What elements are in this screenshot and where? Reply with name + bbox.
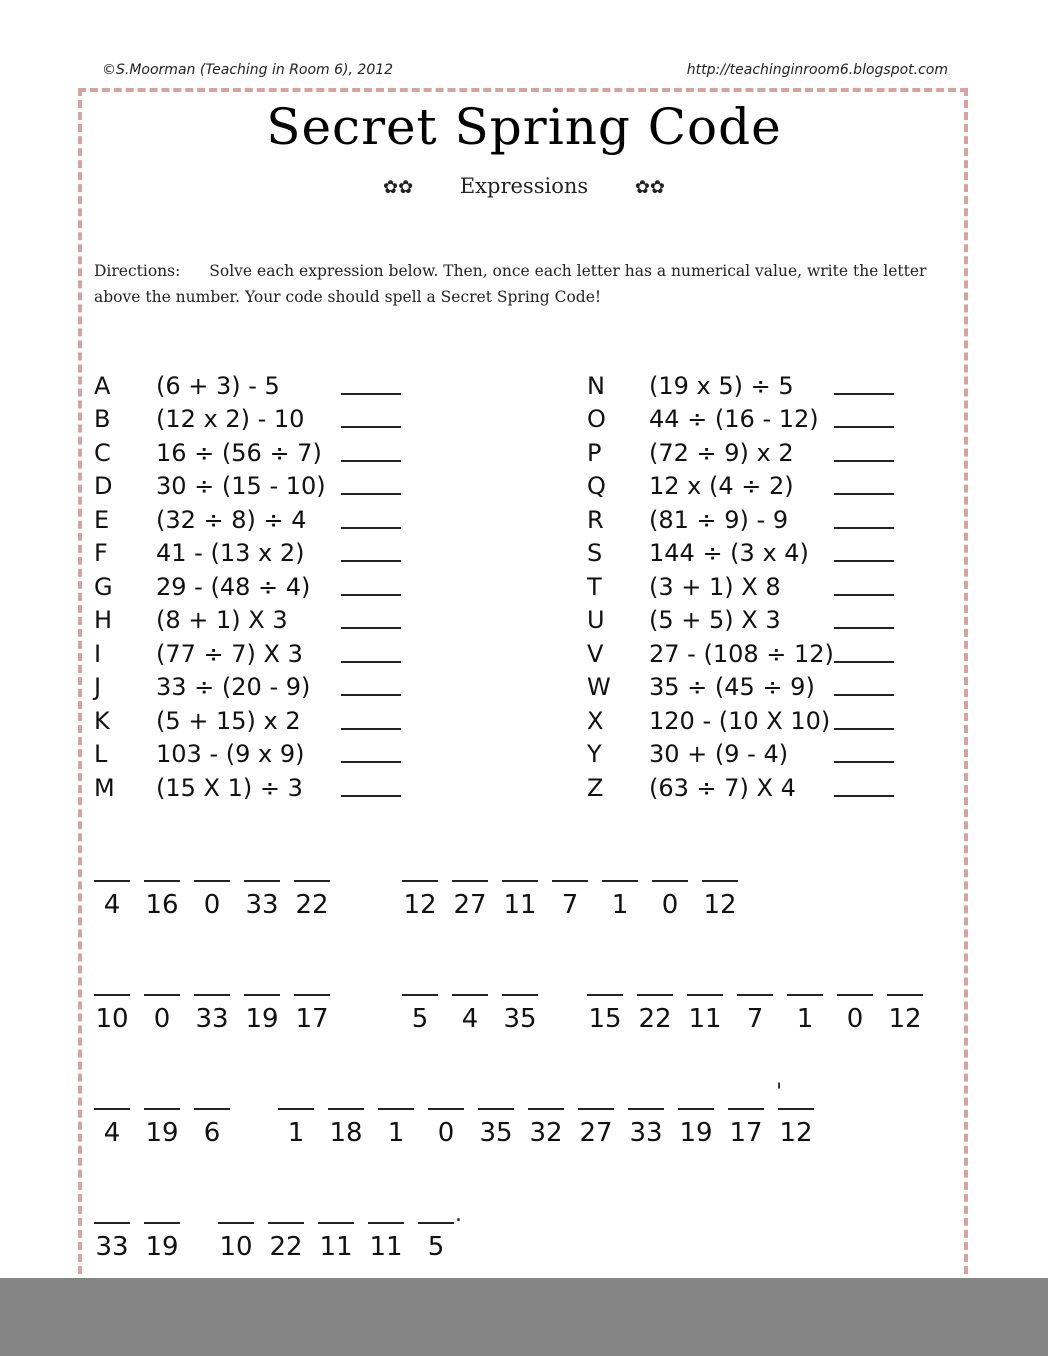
expression-letter: G (94, 572, 113, 601)
expression-text: (19 x 5) ÷ 5 (649, 371, 794, 400)
code-number: 1 (287, 1118, 305, 1148)
code-slot[interactable] (702, 880, 738, 940)
expression-row (94, 403, 401, 437)
code-slot[interactable] (144, 1108, 180, 1168)
code-slot[interactable] (244, 880, 280, 940)
expression-row (587, 470, 894, 504)
flower-icon-left: ✿✿ (382, 177, 414, 198)
answer-blank[interactable] (834, 611, 894, 629)
code-number: 12 (779, 1118, 813, 1148)
expression-text: (77 ÷ 7) X 3 (156, 639, 303, 668)
answer-blank[interactable] (834, 645, 894, 663)
answer-blank[interactable] (341, 611, 401, 629)
expression-text: 103 - (9 x 9) (156, 740, 305, 769)
expression-text: 35 ÷ (45 ÷ 9) (649, 673, 815, 702)
expression-text: 144 ÷ (3 x 4) (649, 539, 809, 568)
code-number: 19 (679, 1118, 713, 1148)
code-number: 12 (888, 1004, 922, 1034)
code-number: 11 (369, 1232, 403, 1262)
letter-line (837, 994, 873, 996)
expression-text: 12 x (4 ÷ 2) (649, 472, 794, 501)
letter-line (428, 1108, 464, 1110)
code-word (94, 994, 344, 1054)
answer-blank[interactable] (341, 745, 401, 763)
letter-line (737, 994, 773, 996)
code-number: 1 (387, 1118, 405, 1148)
code-slot[interactable] (728, 1108, 764, 1168)
expression-row (94, 637, 401, 671)
letter-line (637, 994, 673, 996)
blog-url: http://teachinginroom6.blogspot.com (686, 62, 948, 78)
expression-letter: U (587, 606, 605, 635)
code-number: 10 (219, 1232, 253, 1262)
code-slot[interactable] (837, 994, 873, 1054)
code-word (94, 1222, 194, 1282)
period-mark: . (455, 1202, 462, 1227)
letter-line (218, 1222, 254, 1224)
code-slot[interactable] (628, 1108, 664, 1168)
code-slot[interactable] (452, 994, 488, 1054)
letter-line (587, 994, 623, 996)
code-number: 19 (145, 1232, 179, 1262)
expression-letter: Q (587, 472, 606, 501)
code-number: 22 (269, 1232, 303, 1262)
letter-line (194, 880, 230, 882)
expression-row (587, 637, 894, 671)
directions (94, 258, 944, 310)
letter-line (94, 994, 130, 996)
letter-line (687, 994, 723, 996)
letter-line (94, 1222, 130, 1224)
expression-letter: J (94, 673, 102, 702)
code-slot[interactable] (502, 880, 538, 940)
answer-blank[interactable] (341, 444, 401, 462)
answer-blank[interactable] (834, 779, 894, 797)
letter-line (244, 880, 280, 882)
code-number: 35 (479, 1118, 513, 1148)
expression-letter: T (587, 572, 602, 601)
code-number: 0 (846, 1004, 864, 1034)
answer-blank[interactable] (834, 477, 894, 495)
answer-blank[interactable] (834, 377, 894, 395)
code-slot[interactable] (552, 880, 588, 940)
expression-text: (81 ÷ 9) - 9 (649, 505, 789, 534)
code-number: 33 (95, 1232, 129, 1262)
code-number: 22 (295, 890, 329, 920)
code-slot[interactable] (278, 1108, 314, 1168)
code-number: 12 (403, 890, 437, 920)
answer-blank[interactable] (834, 678, 894, 696)
code-slot[interactable] (94, 1222, 130, 1282)
expression-letter: S (587, 539, 603, 568)
expression-row (587, 604, 894, 638)
code-number: 0 (437, 1118, 455, 1148)
code-number: 11 (688, 1004, 722, 1034)
code-slot[interactable] (144, 994, 180, 1054)
expression-row (587, 403, 894, 437)
expression-row (94, 704, 401, 738)
answer-blank[interactable] (341, 477, 401, 495)
code-slot[interactable] (402, 880, 438, 940)
expression-text: 120 - (10 X 10) (649, 706, 831, 735)
letter-line (244, 994, 280, 996)
expression-text: 41 - (13 x 2) (156, 539, 305, 568)
code-number: 33 (245, 890, 279, 920)
expression-text: (63 ÷ 7) X 4 (649, 773, 796, 802)
expression-letter: O (587, 405, 606, 434)
expression-letter: R (587, 505, 604, 534)
code-slot[interactable] (218, 1222, 254, 1282)
letter-line (194, 1108, 230, 1110)
letter-line (418, 1222, 454, 1224)
expression-text: (8 + 1) X 3 (156, 606, 288, 635)
expression-row (587, 738, 894, 772)
expression-row (94, 771, 401, 805)
expression-letter: A (94, 371, 111, 400)
expression-text: (5 + 5) X 3 (649, 606, 781, 635)
letter-line (678, 1108, 714, 1110)
expression-text: (3 + 1) X 8 (649, 572, 781, 601)
expression-letter: M (94, 773, 115, 802)
subtitle-text: Expressions (459, 174, 589, 198)
code-slot[interactable] (144, 1222, 180, 1282)
expression-text: 16 ÷ (56 ÷ 7) (156, 438, 322, 467)
expression-row (587, 704, 894, 738)
worksheet-subtitle (0, 174, 1048, 198)
expression-letter: N (587, 371, 605, 400)
expression-letter: C (94, 438, 111, 467)
expression-text: (15 X 1) ÷ 3 (156, 773, 303, 802)
code-number: 4 (103, 1118, 121, 1148)
answer-blank[interactable] (341, 511, 401, 529)
answer-blank[interactable] (341, 645, 401, 663)
worksheet-title: Secret Spring Code (266, 98, 782, 156)
code-word (94, 880, 344, 940)
expression-letter: D (94, 472, 113, 501)
code-number: 32 (529, 1118, 563, 1148)
code-number: 33 (629, 1118, 663, 1148)
letter-line (94, 880, 130, 882)
code-slot[interactable] (294, 880, 330, 940)
letter-line (368, 1222, 404, 1224)
letter-line (144, 1108, 180, 1110)
code-number: 17 (295, 1004, 329, 1034)
letter-line (778, 1108, 814, 1110)
code-number: 5 (411, 1004, 429, 1034)
letter-line (502, 994, 538, 996)
letter-line (478, 1108, 514, 1110)
code-number: 1 (796, 1004, 814, 1034)
letter-line (578, 1108, 614, 1110)
code-number: 27 (579, 1118, 613, 1148)
expression-text: 29 - (48 ÷ 4) (156, 572, 311, 601)
code-slot[interactable] (378, 1108, 414, 1168)
expression-letter: Y (587, 740, 602, 769)
letter-line (887, 994, 923, 996)
letter-line (294, 880, 330, 882)
letter-line (652, 880, 688, 882)
expression-row (94, 671, 401, 705)
expression-text: (6 + 3) - 5 (156, 371, 280, 400)
expression-row (587, 771, 894, 805)
expression-letter: X (587, 706, 604, 735)
letter-line (502, 880, 538, 882)
expression-row (94, 369, 401, 403)
letter-line (528, 1108, 564, 1110)
expression-row (94, 503, 401, 537)
code-number: 10 (95, 1004, 129, 1034)
answer-blank[interactable] (341, 377, 401, 395)
code-number: 22 (638, 1004, 672, 1034)
code-number: 15 (588, 1004, 622, 1034)
answer-blank[interactable] (341, 779, 401, 797)
expression-row (94, 436, 401, 470)
code-slot[interactable] (652, 880, 688, 940)
expression-letter: E (94, 505, 110, 534)
code-number: 18 (329, 1118, 363, 1148)
directions-label: Directions: (94, 262, 181, 280)
expression-letter: K (94, 706, 110, 735)
code-slot[interactable] (428, 1108, 464, 1168)
letter-line (452, 880, 488, 882)
expression-text: 30 + (9 - 4) (649, 740, 789, 769)
expression-text: 33 ÷ (20 - 9) (156, 673, 311, 702)
letter-line (144, 994, 180, 996)
code-number: 1 (611, 890, 629, 920)
code-number: 4 (103, 890, 121, 920)
expression-row (587, 671, 894, 705)
code-word (402, 880, 752, 940)
expression-text: (12 x 2) - 10 (156, 405, 305, 434)
expression-row (587, 570, 894, 604)
answer-blank[interactable] (834, 544, 894, 562)
code-slot[interactable] (244, 994, 280, 1054)
code-number: 6 (203, 1118, 221, 1148)
code-number: 27 (453, 890, 487, 920)
code-slot[interactable] (144, 880, 180, 940)
code-slot[interactable] (578, 1108, 614, 1168)
code-number: 7 (561, 890, 579, 920)
code-number: 11 (503, 890, 537, 920)
code-slot[interactable] (678, 1108, 714, 1168)
code-slot[interactable] (737, 994, 773, 1054)
answer-blank[interactable] (834, 712, 894, 730)
expression-row (94, 738, 401, 772)
letter-line (144, 880, 180, 882)
expression-row (587, 503, 894, 537)
flower-icon-right: ✿✿ (634, 177, 665, 198)
letter-line (378, 1108, 414, 1110)
code-number: 7 (746, 1004, 764, 1034)
expression-text: 30 ÷ (15 - 10) (156, 472, 326, 501)
code-number: 0 (661, 890, 679, 920)
letter-line (628, 1108, 664, 1110)
code-number: 17 (729, 1118, 763, 1148)
expression-row (587, 369, 894, 403)
code-slot[interactable] (194, 1108, 230, 1168)
code-number: 12 (703, 890, 737, 920)
expression-letter: H (94, 606, 113, 635)
expression-text: (5 + 15) x 2 (156, 706, 301, 735)
expressions-column-left (94, 369, 401, 805)
code-slot[interactable] (194, 994, 230, 1054)
answer-blank[interactable] (341, 410, 401, 428)
bottom-gray-bar (0, 1278, 1048, 1356)
answer-blank[interactable] (341, 678, 401, 696)
code-number: 19 (245, 1004, 279, 1034)
expressions-column-right (587, 369, 894, 805)
expression-letter: V (587, 639, 604, 668)
code-word (218, 1222, 468, 1282)
code-number: 11 (319, 1232, 353, 1262)
code-slot[interactable] (94, 880, 130, 940)
letter-line (268, 1222, 304, 1224)
code-word (587, 994, 937, 1054)
answer-blank[interactable] (834, 511, 894, 529)
code-number: 0 (153, 1004, 171, 1034)
letter-line (402, 880, 438, 882)
code-slot[interactable] (402, 994, 438, 1054)
letter-line (787, 994, 823, 996)
code-slot[interactable] (294, 994, 330, 1054)
code-slot[interactable] (452, 880, 488, 940)
letter-line (278, 1108, 314, 1110)
code-slot[interactable] (687, 994, 723, 1054)
letter-line (144, 1222, 180, 1224)
expression-letter: L (94, 740, 108, 769)
answer-blank[interactable] (834, 410, 894, 428)
code-number: 19 (145, 1118, 179, 1148)
expression-row (587, 537, 894, 571)
expression-text: 27 - (108 ÷ 12) (649, 639, 834, 668)
answer-blank[interactable] (834, 745, 894, 763)
answer-blank[interactable] (341, 544, 401, 562)
expression-row (94, 570, 401, 604)
expression-text: (72 ÷ 9) x 2 (649, 438, 794, 467)
letter-line (194, 994, 230, 996)
answer-blank[interactable] (341, 712, 401, 730)
letter-line (728, 1108, 764, 1110)
answer-blank[interactable] (834, 578, 894, 596)
letter-line (328, 1108, 364, 1110)
code-number: 4 (461, 1004, 479, 1034)
code-slot[interactable] (268, 1222, 304, 1282)
code-number: 33 (195, 1004, 229, 1034)
expression-letter: P (587, 438, 602, 467)
code-number: 0 (203, 890, 221, 920)
expression-row (94, 470, 401, 504)
answer-blank[interactable] (834, 444, 894, 462)
expression-letter: Z (587, 773, 604, 802)
code-number: 5 (427, 1232, 445, 1262)
code-number: 16 (145, 890, 179, 920)
letter-line (318, 1222, 354, 1224)
letter-line (602, 880, 638, 882)
expression-row (94, 604, 401, 638)
expression-text: (32 ÷ 8) ÷ 4 (156, 505, 307, 534)
code-slot[interactable] (94, 994, 130, 1054)
code-slot[interactable] (94, 1108, 130, 1168)
code-slot[interactable] (787, 994, 823, 1054)
answer-blank[interactable] (341, 578, 401, 596)
code-word (94, 1108, 244, 1168)
directions-text: Solve each expression below. Then, once each letter has a numerical value, write the letter above the number. Your code should spell a Secret Spring Code! (94, 262, 927, 306)
expression-letter: B (94, 405, 111, 434)
code-slot[interactable] (637, 994, 673, 1054)
code-slot[interactable] (328, 1108, 364, 1168)
code-slot[interactable] (887, 994, 923, 1054)
expression-letter: I (94, 639, 102, 668)
expression-letter: F (94, 539, 108, 568)
code-slot[interactable] (778, 1108, 814, 1168)
expression-row (94, 537, 401, 571)
expression-letter: W (587, 673, 611, 702)
code-slot[interactable] (368, 1222, 404, 1282)
code-slot[interactable] (478, 1108, 514, 1168)
code-word (278, 1108, 828, 1168)
letter-line (294, 994, 330, 996)
copyright-text: ©S.Moorman (Teaching in Room 6), 2012 (102, 62, 394, 78)
code-slot[interactable] (587, 994, 623, 1054)
code-slot[interactable] (318, 1222, 354, 1282)
expression-row (587, 436, 894, 470)
code-slot[interactable] (194, 880, 230, 940)
letter-line (452, 994, 488, 996)
code-number: 35 (503, 1004, 537, 1034)
letter-line (552, 880, 588, 882)
code-slot[interactable] (602, 880, 638, 940)
code-slot[interactable] (418, 1222, 454, 1282)
expression-text: 44 ÷ (16 - 12) (649, 405, 819, 434)
code-slot[interactable] (528, 1108, 564, 1168)
apostrophe-mark: ' (776, 1080, 783, 1105)
code-slot[interactable] (502, 994, 538, 1054)
letter-line (94, 1108, 130, 1110)
code-word (402, 994, 552, 1054)
letter-line (402, 994, 438, 996)
letter-line (702, 880, 738, 882)
